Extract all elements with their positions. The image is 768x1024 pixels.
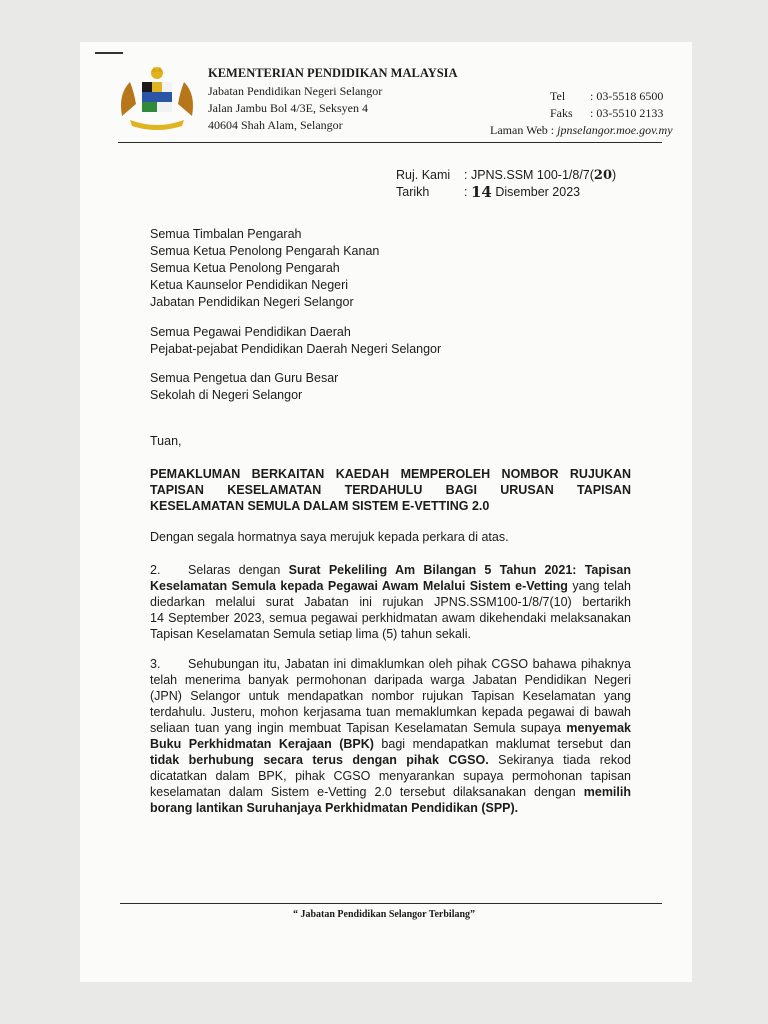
salutation: Tuan,	[150, 434, 182, 448]
para-bold-text: menyemak	[566, 721, 631, 735]
recipient-line: Semua Pegawai Pendidikan Daerah	[150, 325, 351, 339]
recipients-group-2	[150, 324, 441, 358]
recipient-line: Semua Pengetua dan Guru Besar	[150, 371, 339, 385]
opening-sentence	[150, 529, 631, 545]
subject-line: KESELAMATAN SEMULA DALAM SISTEM E-VETTING 2.0	[150, 499, 490, 513]
date-colon: :	[464, 185, 468, 199]
sender-address	[208, 83, 382, 134]
opening-text: Dengan segala hormatnya saya merujuk kepada perkara di atas.	[150, 530, 509, 544]
recipients-group-3	[150, 370, 338, 404]
fax-value: : 03-5510 2133	[590, 106, 664, 120]
para-text: keselamatan dalam Sistem e-Vetting 2.0 tersebut dilaksanakan dengan	[150, 785, 584, 799]
para-bold-text: Buku Perkhidmatan Kerajaan (BPK)	[150, 737, 374, 751]
recipient-line: Ketua Kaunselor Pendidikan Negeri	[150, 278, 349, 292]
date-handwritten-day: 14	[470, 183, 492, 201]
para-text: Sehubungan itu, Jabatan ini dimaklumkan oleh pihak CGSO bahawa pihaknya	[188, 657, 631, 671]
para-text: Selaras dengan	[188, 563, 289, 577]
scan-mark	[95, 52, 123, 54]
fax-label: Faks	[550, 106, 573, 120]
tel-label: Tel	[550, 89, 566, 103]
recipient-line: Jabatan Pendidikan Negeri Selangor	[150, 295, 354, 309]
recipient-line: Pejabat-pejabat Pendidikan Daerah Negeri Selangor	[150, 342, 442, 356]
recipient-line: Semua Timbalan Pengarah	[150, 227, 302, 241]
address-line: Jalan Jambu Bol 4/3E, Seksyen 4	[208, 101, 368, 115]
subject-line: PEMAKLUMAN BERKAITAN KAEDAH MEMPEROLEH NOMBOR RUJUKAN	[150, 467, 631, 481]
date-label: Tarikh	[396, 185, 430, 199]
ref-close: )	[612, 168, 617, 182]
para-line: 14 September 2023, semua pegawai perkhidmatan awam dikehendaki melaksanakan	[150, 611, 631, 625]
para-bold-text: Surat Pekeliling Am Bilangan 5 Tahun 2021: Tapisan	[288, 563, 632, 577]
ref-value: : JPNS.SSM 100-1/8/7(	[464, 168, 594, 182]
ministry-name: KEMENTERIAN PENDIDIKAN MALAYSIA	[208, 66, 458, 80]
letter-subject	[150, 466, 631, 514]
para-line: telah menerima banyak permohonan daripada warga Jabatan Pendidikan Negeri	[150, 673, 631, 687]
para-line: terdahulu. Justeru, mohon kerjasama tuan memaklumkan kepada pegawai di bawah	[150, 705, 631, 719]
recipient-line: Sekolah di Negeri Selangor	[150, 388, 303, 402]
web-label: Laman Web :	[490, 123, 555, 137]
para-text: bagi mendapatkan maklumat tersebut dan	[373, 737, 632, 751]
para-text: Sekiranya tiada rekod	[488, 753, 631, 767]
address-line: Jabatan Pendidikan Negeri Selangor	[208, 84, 383, 98]
date-rest: Disember 2023	[495, 185, 581, 199]
subject-line: TAPISAN KESELAMATAN TERDAHULU BAGI URUSAN TAPISAN	[150, 483, 631, 497]
paragraph-2	[150, 562, 631, 642]
recipients-group-1	[150, 226, 379, 311]
para-line: diedarkan melalui surat Jabatan ini rujukan JPNS.SSM100-1/8/7(10) bertarikh	[150, 595, 631, 609]
recipient-line: Semua Ketua Penolong Pengarah Kanan	[150, 244, 380, 258]
para-line: dicatatkan dalam BPK, pihak CGSO menyarankan supaya permohonan tapisan	[150, 769, 631, 783]
para-line: (JPN) Selangor untuk mendapatkan nombor rujukan Tapisan Keselamatan yang	[150, 689, 631, 703]
paragraph-number: 2.	[150, 563, 161, 577]
footer-motto: “ Jabatan Pendidikan Selangor Terbilang”	[292, 909, 476, 920]
para-line: Tapisan Keselamatan Semula setiap lima (5) tahun sekali.	[150, 627, 472, 641]
reference-block	[396, 167, 616, 201]
letterhead-divider	[118, 142, 662, 143]
address-line: 40604 Shah Alam, Selangor	[208, 118, 343, 132]
paragraph-number: 3.	[150, 657, 161, 671]
para-bold-text: Keselamatan Semula kepada Pegawai Awam Melalui Sistem e-Vetting	[150, 579, 568, 593]
para-text: seliaan tuan yang ingin membuat Tapisan Keselamatan Semula supaya	[150, 721, 567, 735]
ref-handwritten-number: 20	[593, 168, 613, 183]
malaysia-coat-of-arms-icon	[116, 64, 198, 132]
footer-divider	[120, 903, 662, 904]
para-bold-text: memilih	[583, 785, 631, 799]
para-text: yang telah	[567, 579, 631, 593]
tel-value: : 03-5518 6500	[590, 89, 664, 103]
para-bold-text: borang lantikan Suruhanjaya Perkhidmatan Pendidikan (SPP).	[150, 801, 519, 815]
ref-label: Ruj. Kami	[396, 168, 451, 182]
paragraph-3	[150, 656, 631, 816]
para-bold-text: tidak berhubung secara terus dengan pihak CGSO.	[150, 753, 489, 767]
contact-info	[490, 88, 673, 139]
recipient-line: Semua Ketua Penolong Pengarah	[150, 261, 340, 275]
web-value[interactable]: jpnselangor.moe.gov.my	[557, 123, 673, 137]
